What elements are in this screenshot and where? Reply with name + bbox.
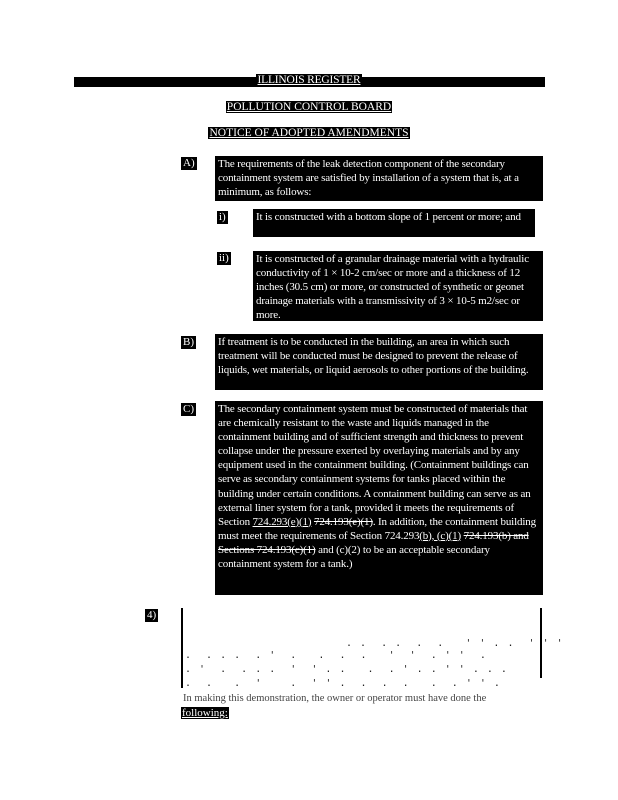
degraded-region: . . . . . . ' ' . . ' ' ' . . . . . ' . . . . ' ' . ' ' . . ' . . . . ' ' . . . . ' . . ' ' . . . . . . ' . ' ' . . . . . . ' ' . In making this demonstration, the owner or operator must have done the (181, 608, 542, 704)
section-d-last-word: following: (182, 707, 228, 719)
section-c-text: The secondary containment system must be constructed of materials that are chemically resistant to the waste and liquids managed in the containment building and of sufficient strength and thickness to prevent collapse under the pressure exerted by overlaying materials and by any equipment used in the containment building. (Containment buildings can serve as secondary containment systems for tanks placed within the building under certain conditions. A containment building can serve as an external liner system for a tank, provided it meets the requirements of Section 724.293(e)(1) 724.193(e)(1). In addition, the containment building must meet the requirements of Section 724.293(b), (c)(1) 724.193(b) and Sections 724.193(c)(1) and (c)(2) to be an acceptable secondary containment system for a tank.) (215, 401, 543, 595)
section-c-marker: C) (183, 403, 194, 415)
inserted-citation-2: (b), (c)(1) (419, 529, 462, 542)
section-d-marker: 4) (147, 609, 157, 621)
section-d-fragment: In making this demonstration, the owner or operator must have done the (183, 693, 487, 704)
item-ii-marker: ii) (219, 252, 229, 264)
inserted-citation: 724.293(e)(1) (252, 515, 312, 528)
item-i-text: It is constructed with a bottom slope of 1 percent or more; and (253, 209, 535, 237)
item-ii-text: It is constructed of a granular drainage material with a hydraulic conductivity of 1 × 10-2 cm/sec or more and a thickness of 12 inches (30.5 cm) or more, or constructed of synthetic or geonet drainage materials with a transmissivity of 3 × 10-5 m2/sec or more. (253, 251, 543, 321)
register-title: ILLINOIS REGISTER (257, 74, 361, 86)
section-b-marker: B) (183, 336, 194, 348)
section-a-marker: A) (183, 157, 195, 169)
section-a-text: The requirements of the leak detection component of the secondary containment system are satisfied by installation of a system that is, at a minimum, as follows: (215, 156, 543, 201)
deleted-citation-2: 724.193(b) and Sections 724.193(c)(1) (218, 529, 529, 556)
deleted-citation: 724.193(e)(1) (314, 515, 373, 528)
section-b-text: If treatment is to be conducted in the building, an area in which such treatment will be conducted must be designed to prevent the release of liquids, wet materials, or liquid aerosols to other portions of the building. (215, 334, 543, 390)
item-i-marker: i) (219, 211, 226, 223)
notice-title: NOTICE OF ADOPTED AMENDMENTS (209, 127, 409, 139)
board-title: POLLUTION CONTROL BOARD (226, 101, 392, 113)
